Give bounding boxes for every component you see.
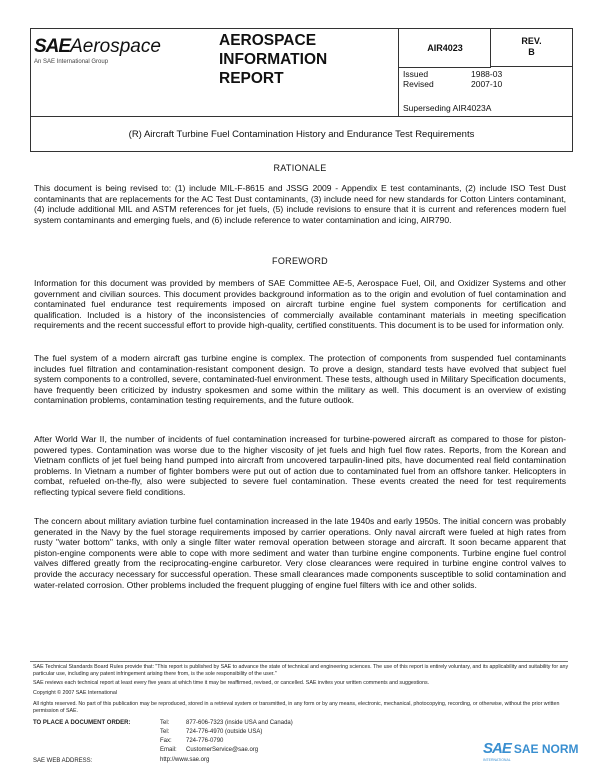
superseding: Superseding AIR4023A (403, 103, 492, 113)
sae-norm-watermark (483, 740, 579, 762)
sae-aerospace-logo (34, 36, 161, 65)
contact-label: Tel: (160, 729, 170, 735)
web-address-link[interactable]: http://www.sae.org (160, 757, 210, 763)
foreword-heading: FOREWORD (272, 256, 328, 266)
revised-label: Revised (403, 79, 434, 89)
report-type (219, 31, 327, 88)
copyright: Copyright © 2007 SAE International (33, 690, 117, 696)
rights-notice: All rights reserved. No part of this publication may be reproduced, stored in a retrieval system or transmitted, in any form or by any means, electronic, mechanical, photocopying, recording, or otherwise, without the prior written permission of SAE. (33, 701, 560, 714)
rationale-heading: RATIONALE (273, 163, 327, 173)
watermark-subtitle: INTERNATIONAL (483, 758, 511, 762)
logo-name: Aerospace (70, 36, 161, 57)
review-notice: SAE reviews each technical report at least every five years at which time it may be reaffirmed, revised, or cancelled. SAE invites your written comments and suggestions. (33, 680, 430, 686)
rationale-text: This document is being revised to: (1) include MIL-F-8615 and JSSG 2009 - Appendix E test contaminants, (2) include ISO Test Dust contaminants that are replacements for the AC Test Dust contaminants, (3) include need for new standards for Cotton Linters contaminant, (4) include additional MIL and ASTM references for jet fuels, (5) include revisions to ensure that it is current and references modern fuel system contaminants and emerging fuels, and (6) include reference to water contamination and icing, AIR790. (34, 183, 566, 225)
header-top (31, 29, 572, 117)
document-header (30, 28, 573, 152)
rev-label: REV. (521, 36, 542, 46)
contact-label: Email: (160, 747, 177, 753)
contact-value: 724-776-4970 (outside USA) (186, 729, 263, 735)
logo-subtitle: An SAE International Group (34, 59, 109, 65)
order-label: TO PLACE A DOCUMENT ORDER: (33, 720, 131, 726)
doc-number: AIR4023 (398, 29, 491, 68)
foreword-paragraph: After World War II, the number of incidents of fuel contamination increased for turbine-powered aircraft as compared to those for piston-powered types. Contamination was worse due to the higher viscosity of jet fuels and high fuel flow rates. Reports, from the Korean and Vietnam conflicts of jet fuel being hand pumped into aircraft from uncovered tarpaulin-lined pits, have documented real field contamination problems. In Vietnam a number of fighter bombers were put out of action due to contaminated fuel from an offshore tanker. Helicopters in combat, refueled on-the-fly, also were subjected to severe fuel contamination. These events created the need for test requirements reflecting typical severe field conditions. (34, 434, 566, 497)
contact-value: 724-776-0790 (186, 738, 224, 744)
email-link[interactable]: CustomerService@sae.org (186, 747, 259, 753)
contact-label: Tel: (160, 720, 170, 726)
watermark-brand: SAE (483, 740, 511, 757)
issued-value: 1988-03 (471, 69, 503, 79)
contact-label: Fax: (160, 738, 172, 744)
foreword-paragraph: The concern about military aviation turbine fuel contamination increased in the late 1940s and early 1950s. The initial concern was probably generated in the Navy by the fuel storage requirements imposed by carrier operations. Only naval aircraft were fueled at high rates from rusty "water bottom" tanks, with only a single filter water removal operation between storage and aircraft. It soon became apparent that piston-engine components were able to cope with more sediment and water than turbine engine components. Turbine engine fuel control valves differed greatly from the reciprocating-engine carburetor. Very close clearances were required in turbine engine control valves to provide the accuracy necessary for successful operation. These small clearances made components susceptible to solid contamination and water-related corrosion. Other problems included the frequent plugging of engine fuel filters with ice and other solids. (34, 516, 566, 590)
contact-value: 877-606-7323 (inside USA and Canada) (186, 720, 293, 726)
watermark-name: SAE NORM (513, 742, 579, 756)
footer-divider (30, 661, 568, 662)
document-title: (R) Aircraft Turbine Fuel Contamination History and Endurance Test Requirements (128, 128, 475, 140)
foreword-paragraph: The fuel system of a modern aircraft gas turbine engine is complex. The protection of components from suspended fuel contaminants includes fuel filtration and contamination-resistant component design. To prove a design, standard tests have evolved that subject fuel system components to a controlled, severe, contaminated-fuel environment. These tests, although used in Military Specification documents, have frequently been criticized by industry spokesmen and some within the military as well. This document is an overview of existing contamination problems, contamination testing requirements, and the future outlook. (34, 353, 566, 406)
revision-cell (490, 29, 572, 67)
report-type-line: AEROSPACE (219, 32, 317, 49)
tsb-rules: SAE Technical Standards Board Rules provide that: "This report is published by SAE to advance the state of technical and engineering sciences. The use of this report is entirely voluntary, and its applicability and suitability for any particular use, including any patent infringement arising there from, is the sole responsibility of the user." (33, 664, 569, 677)
dates-cell (398, 68, 573, 116)
foreword-paragraph: Information for this document was provided by members of SAE Committee AE-5, Aerospace Fuel, Oil, and Oxidizer Systems and other government and civilian sources. This document provides background information as to the origin and evolution of fuel contamination and contaminated fuel endurance test requirements imposed on aircraft turbine engine fuel system components for certification and qualification. Included is a history of the inconsistencies of commercially available contaminant materials in meeting specification requirements and the recent successful effort to provide high-quality, certified constituents. This document is to be used for information only. (34, 278, 566, 331)
logo-brand: SAE (34, 36, 71, 57)
report-type-line: REPORT (219, 70, 284, 87)
issued-label: Issued (403, 69, 429, 79)
report-type-line: INFORMATION (219, 51, 328, 68)
rev-value: B (528, 47, 535, 57)
web-label: SAE WEB ADDRESS: (33, 758, 93, 764)
revised-value: 2007-10 (471, 79, 503, 89)
